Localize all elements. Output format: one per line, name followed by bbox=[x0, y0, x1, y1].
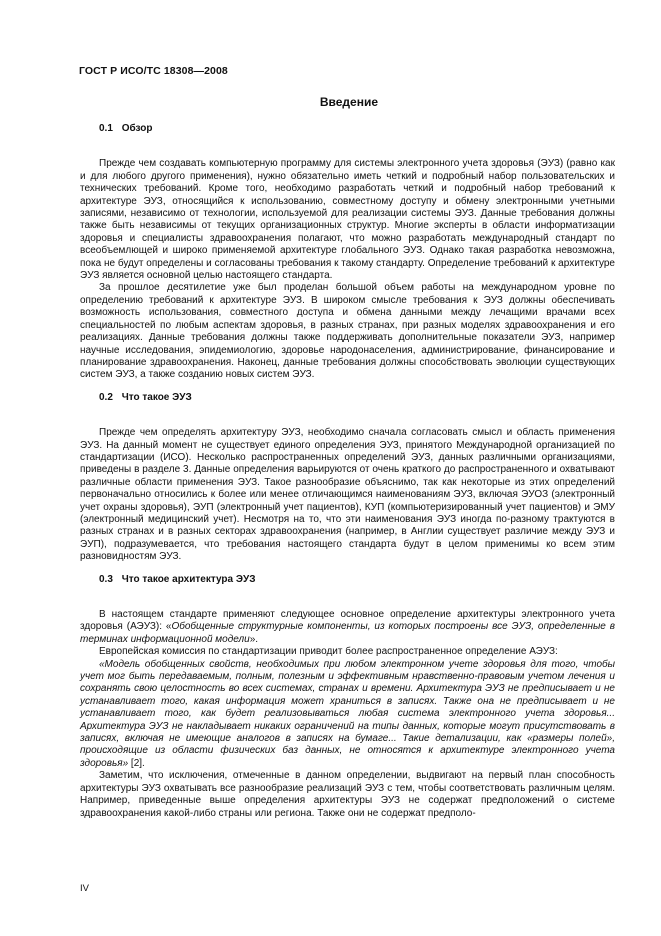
section-heading-what-is-ehr-architecture bbox=[99, 574, 615, 586]
paragraph: Прежде чем создавать компьютерную программу для системы электронного учета здоровья (ЭУЗ) (равно как и для любого другого применения), нужно обязательно иметь четкий и подробный набор пользовательских и технических требований. Кроме того, необходимо разработать четкий и подробный набор требований к архитектуре ЭУЗ, относящийся к использованию, совместному доступу и обмену электронными учетными записями, независимо от технологии, используемой для реализации системы ЭУЗ. Данные требования должны также быть независимы от текущих организационных структур. Многие эксперты в области информатизации здоровья и специалисты здравоохранения полагают, что можно разработать международный стандарт по всеобъемлющей и широко применяемой архитектуре глобального ЭУЗ. Однако такая разработка невозможна, пока не будут определены и согласованы требования к такому стандарту. Определение требований к архитектуре ЭУЗ является основной целью настоящего стандарта. bbox=[80, 158, 615, 282]
section-title: Что такое ЭУЗ bbox=[121, 391, 192, 403]
page-number: IV bbox=[80, 883, 89, 894]
definition-quote: Обобщенные структурные компоненты, из которых построены все ЭУЗ, определенные в терминах информационной модели bbox=[80, 621, 615, 645]
document-code-header: ГОСТ Р ИСО/ТС 18308—2008 bbox=[79, 65, 228, 77]
paragraph: Европейская комиссия по стандартизации приводит более распространенное определение АЭУЗ: bbox=[99, 646, 558, 658]
section-number: 0.3 bbox=[99, 573, 113, 585]
section-heading-what-is-ehr bbox=[99, 392, 615, 404]
section-number: 0.2 bbox=[99, 391, 113, 403]
section-title: Обзор bbox=[121, 123, 153, 134]
paragraph: За прошлое десятилетие уже был проделан большой объем работы на международном уровне по определению требований к архитектуре ЭУЗ. В широком смысле требования к ЭУЗ должны обеспечивать возможность использования, совместного доступа и обмена данными между лечащими врачами всех специальностей по любым аспектам здоровья, в разных странах, при разных моделях здравоохранения и его реализациях. Данные требования должны также поддерживать дополнительные показатели ЭУЗ, например научные исследования, эпидемиологию, здоровье народонаселения, администрирование, финансирование и планирование здравоохранения. Наконец, данные требования должны способствовать эволюции существующих систем ЭУЗ, а также созданию новых систем ЭУЗ. bbox=[80, 282, 615, 381]
paragraph: Заметим, что исключения, отмеченные в данном определении, выдвигают на первый план способность архитектуры ЭУЗ охватывать все разнообразие реализаций ЭУЗ с тем, чтобы соответствовать различным целям. Например, приведенные выше определения архитектуры ЭУЗ не содержат предположений о системе здравоохранения какой-либо страны или региона. Также они не содержат предполо- bbox=[80, 770, 615, 819]
paragraph bbox=[80, 659, 615, 771]
definition-quote: «Модель обобщенных свойств, необходимых при любом электронном учете здоровья для того, чтобы учет мог быть передаваемым, полным, полезным и эффективным нравственно-правовым учетом лечения и сохранять свою целостность во всех системах, странах и времени. Архитектура ЭУЗ не предписывает и не устанавливает того, какая информация может храниться в записях. Также она не предписывает и не устанавливает того, как будет реализовываться любая система электронного учета здоровья... Архитектура ЭУЗ не накладывает никаких ограничений на типы данных, которые могут присутствовать в записях, включая не имеющие аналогов в записях на бумаге... Такие детализации, как «размеры полей», происходящие из области физических баз данных, не относятся к архитектуре электронного учета здоровья» bbox=[80, 658, 615, 769]
section-number: 0.1 bbox=[99, 123, 113, 134]
section-heading-overview bbox=[99, 123, 615, 135]
page-title: Введение bbox=[319, 95, 378, 109]
reference-citation: [2]. bbox=[128, 757, 145, 769]
section-title: Что такое архитектура ЭУЗ bbox=[121, 573, 256, 585]
paragraph bbox=[80, 609, 615, 646]
document-body bbox=[80, 118, 615, 820]
paragraph-text: В настоящем стандарте применяют следующее основное определение архитектуры электронного учета здоровья (АЭУЗ): « bbox=[80, 609, 615, 633]
paragraph-text: ». bbox=[249, 633, 259, 645]
paragraph: Прежде чем определять архитектуру ЭУЗ, необходимо сначала согласовать смысл и область применения ЭУЗ. На данный момент не существует единого определения ЭУЗ, принятого Международной организацией по стандартизации (ИСО). Несколько распространенных определений ЭУЗ, данных различными организациями, приведены в разделе 3. Данные определения варьируются от очень краткого до распространенного и охватывают различные области применения ЭУЗ. Такое разнообразие объяснимо, так как некоторые из этих определений первоначально относились к более или менее отличающимся наименованиям ЭУЗ, включая ЭУОЗ (электронный учет охраны здоровья), ЭУП (электронный учет пациентов), КУП (компьютеризированный учет пациентов) и ЭМУ (электронный медицинский учет). Несмотря на то, что эти наименования ЭУЗ иногда по-разному трактуются в разных странах и в разных секторах здравоохранения (например, в Англии существует различие между ЭУЗ и ЭУП), подразумевается, что требования настоящего стандарта будут в целом применимы ко всем этим разновидностям ЭУЗ. bbox=[80, 427, 615, 563]
